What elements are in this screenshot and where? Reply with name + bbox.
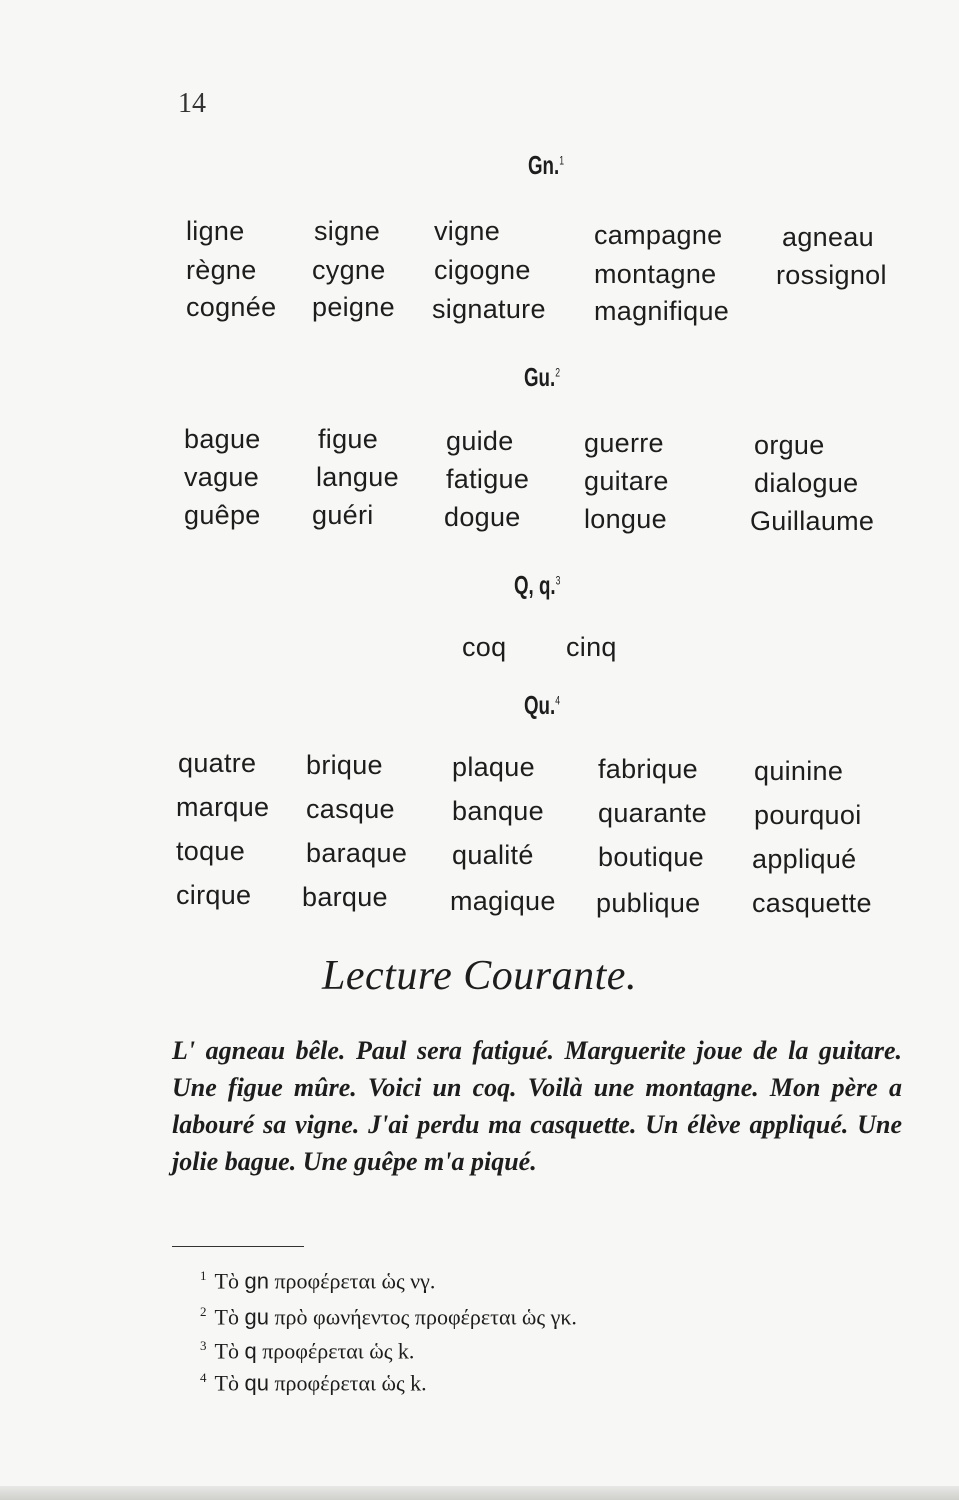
footnote-number: 2 xyxy=(200,1304,207,1319)
word-qu: fabrique xyxy=(598,754,698,784)
footnote-number: 4 xyxy=(200,1370,207,1385)
word-qu: marque xyxy=(176,792,270,822)
word-qu: casque xyxy=(306,794,395,824)
footnote-number: 3 xyxy=(200,1338,207,1353)
footnote-letters: qu xyxy=(244,1370,269,1396)
footnote-ref: 1 xyxy=(559,153,565,168)
footnote-text: πρὸ φωνήεντος προφέρεται ὡς γκ. xyxy=(274,1304,577,1330)
word-qu: cirque xyxy=(176,880,252,910)
word-gn: vigne xyxy=(434,216,501,246)
word-q: cinq xyxy=(566,632,617,662)
word-qu: banque xyxy=(452,796,544,826)
word-qu: magique xyxy=(450,886,556,916)
section-label: Gu. xyxy=(524,362,556,392)
word-gu: guide xyxy=(446,426,514,456)
word-qu: quarante xyxy=(598,798,707,828)
footnote-2 xyxy=(200,1304,577,1330)
word-qu: pourquoi xyxy=(754,800,862,830)
word-gn: campagne xyxy=(594,220,723,250)
footnote-letters: gu xyxy=(244,1304,269,1330)
section-heading-q xyxy=(514,570,560,601)
reading-title: Lecture Courante. xyxy=(322,953,637,999)
footnote-pre: Τὸ xyxy=(214,1304,239,1330)
word-gn: signature xyxy=(432,294,546,324)
word-qu: publique xyxy=(596,888,701,918)
footnote-3 xyxy=(200,1338,414,1364)
word-qu: toque xyxy=(176,836,246,866)
footnote-1 xyxy=(200,1268,435,1294)
page-number: 14 xyxy=(178,88,206,119)
word-gu: Guillaume xyxy=(750,506,875,536)
footnote-number: 1 xyxy=(200,1268,207,1283)
word-gu: orgue xyxy=(754,430,825,460)
word-gu: guéri xyxy=(312,500,374,530)
footnote-pre: Τὸ xyxy=(214,1338,239,1364)
word-gn: cigogne xyxy=(434,255,531,285)
word-gn: règne xyxy=(186,255,257,285)
section-label: Q, q. xyxy=(514,570,556,600)
section-heading-qu xyxy=(524,690,560,721)
word-gn: agneau xyxy=(782,222,874,252)
word-gn: magnifique xyxy=(594,296,730,326)
word-qu: barque xyxy=(302,882,388,912)
word-gu: fatigue xyxy=(446,464,530,494)
word-qu: quatre xyxy=(178,748,257,778)
word-qu: casquette xyxy=(752,888,872,918)
word-gn: rossignol xyxy=(776,260,887,290)
word-gu: guitare xyxy=(584,466,669,496)
footnote-ref: 2 xyxy=(555,365,561,380)
word-gu: vague xyxy=(184,462,260,492)
word-qu: brique xyxy=(306,750,383,780)
footnote-text: προφέρεται ὡς νγ. xyxy=(274,1268,436,1294)
word-qu: boutique xyxy=(598,842,704,872)
section-heading-gu xyxy=(524,362,560,393)
word-gn: cygne xyxy=(312,255,386,285)
word-qu: appliqué xyxy=(752,844,857,874)
word-gu: langue xyxy=(316,462,399,492)
word-qu: plaque xyxy=(452,752,535,782)
word-gn: cognée xyxy=(186,292,277,322)
footnote-letters: q xyxy=(244,1338,257,1364)
word-gn: ligne xyxy=(186,216,245,246)
footnote-text: προφέρεται ὡς k. xyxy=(274,1370,427,1396)
footnote-pre: Τὸ xyxy=(214,1268,239,1294)
word-gu: longue xyxy=(584,504,667,534)
footnote-ref: 3 xyxy=(555,573,561,588)
word-gn: signe xyxy=(314,216,381,246)
reading-paragraph: L' agneau bêle. Paul sera fatigué. Marguerite joue de la guitare. Une figue mûre. Voici un coq. Voilà une montagne. Mon père a labouré sa vigne. J'ai perdu ma casquette. Un élève appliqué. Une jolie bague. Une guêpe m'a piqué. xyxy=(172,1036,902,1176)
footnote-4 xyxy=(200,1370,427,1396)
word-gn: montagne xyxy=(594,259,717,289)
footnote-ref: 4 xyxy=(555,693,561,708)
word-q: coq xyxy=(462,632,507,662)
footnote-pre: Τὸ xyxy=(214,1370,239,1396)
word-qu: baraque xyxy=(306,838,408,868)
word-gu: dialogue xyxy=(754,468,859,498)
footnote-divider xyxy=(172,1246,304,1247)
word-gu: guêpe xyxy=(184,500,261,530)
word-qu: quinine xyxy=(754,756,844,786)
word-gu: dogue xyxy=(444,502,521,532)
footnote-text: προφέρεται ὡς k. xyxy=(262,1338,415,1364)
section-label: Qu. xyxy=(524,690,556,720)
word-gn: peigne xyxy=(312,292,395,322)
word-gu: figue xyxy=(318,424,379,454)
word-gu: bague xyxy=(184,424,261,454)
section-heading-gn xyxy=(528,150,564,181)
page-bottom-edge xyxy=(0,1486,959,1500)
footnote-letters: gn xyxy=(244,1268,269,1294)
word-gu: guerre xyxy=(584,428,664,458)
section-label: Gn. xyxy=(528,150,560,180)
word-qu: qualité xyxy=(452,840,534,870)
